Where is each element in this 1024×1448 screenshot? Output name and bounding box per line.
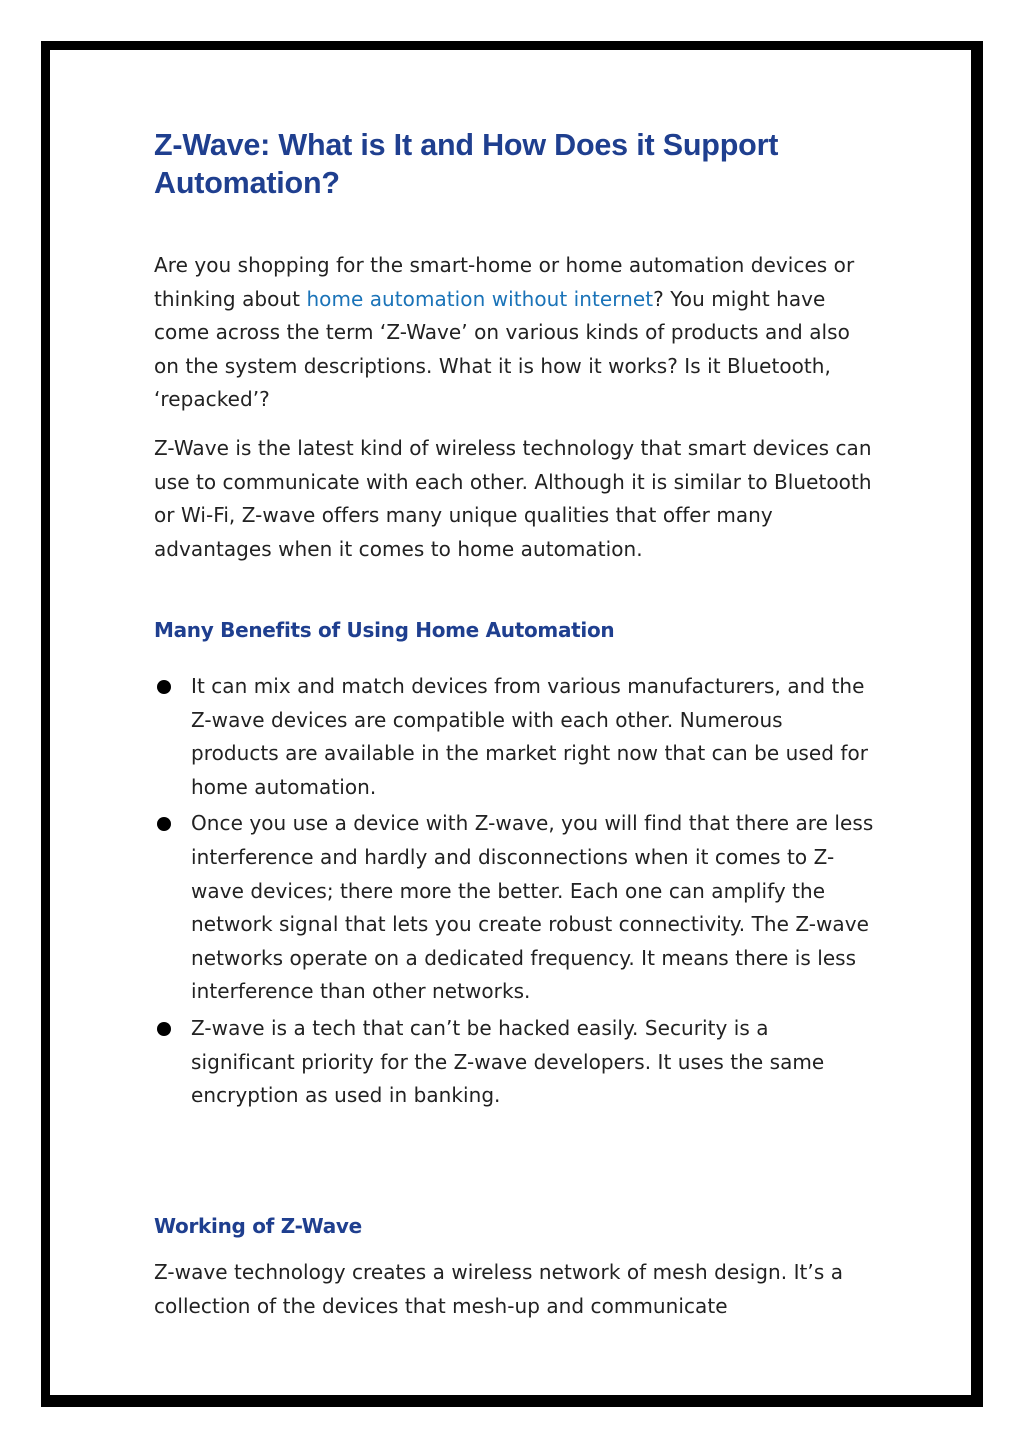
document-title: Z-Wave: What is It and How Does it Support Automation? — [154, 128, 779, 200]
intro-paragraph — [154, 249, 874, 417]
benefit-text: Once you use a device with Z-wave, you will find that there are less interference and hardly and disconnections when it comes to Z-wave devices; there more the better. Each one can amplify the network signal that lets you create robust connectivity. The Z-wave networks operate on a dedicated frequency. It means there is less interference than other networks. — [191, 811, 874, 1004]
benefit-item-interference — [154, 807, 874, 1009]
bullet-icon — [157, 817, 171, 831]
benefit-text: It can mix and match devices from various manufacturers, and the Z-wave devices are compatible with each other. Numerous products are available in the market right now that can be used for home automation. — [191, 674, 869, 799]
benefit-text: Z-wave is a tech that can’t be hacked easily. Security is a significant priority for the Z-wave developers. It uses the same encryption as used in banking. — [191, 1015, 825, 1108]
intro-text-after-link: ? You might have come across the term ‘Z-Wave’ on various kinds of products and also on the system descriptions. What it is how it works? Is it Bluetooth, ‘repacked’? — [154, 286, 850, 412]
bullet-icon — [157, 680, 171, 694]
benefit-item-compatibility — [154, 670, 874, 804]
home-automation-link[interactable]: home automation without internet — [306, 286, 654, 311]
benefits-list — [154, 670, 874, 1116]
working-paragraph: Z-wave technology creates a wireless network of mesh design. It’s a collection of the devices that mesh-up and communicate — [154, 1260, 844, 1318]
z-wave-description-paragraph: Z-Wave is the latest kind of wireless technology that smart devices can use to communicate with each other. Although it is similar to Bluetooth or Wi-Fi, Z-wave offers many unique qualities that offer many advantages when it comes to home automation. — [154, 436, 872, 561]
working-heading: Working of Z-Wave — [154, 1214, 362, 1238]
benefits-heading: Many Benefits of Using Home Automation — [154, 618, 615, 642]
intro-text-before-link: Are you shopping for the smart-home or home automation devices or thinking about — [154, 253, 855, 311]
bullet-icon — [157, 1022, 171, 1036]
benefit-item-security — [154, 1012, 874, 1113]
